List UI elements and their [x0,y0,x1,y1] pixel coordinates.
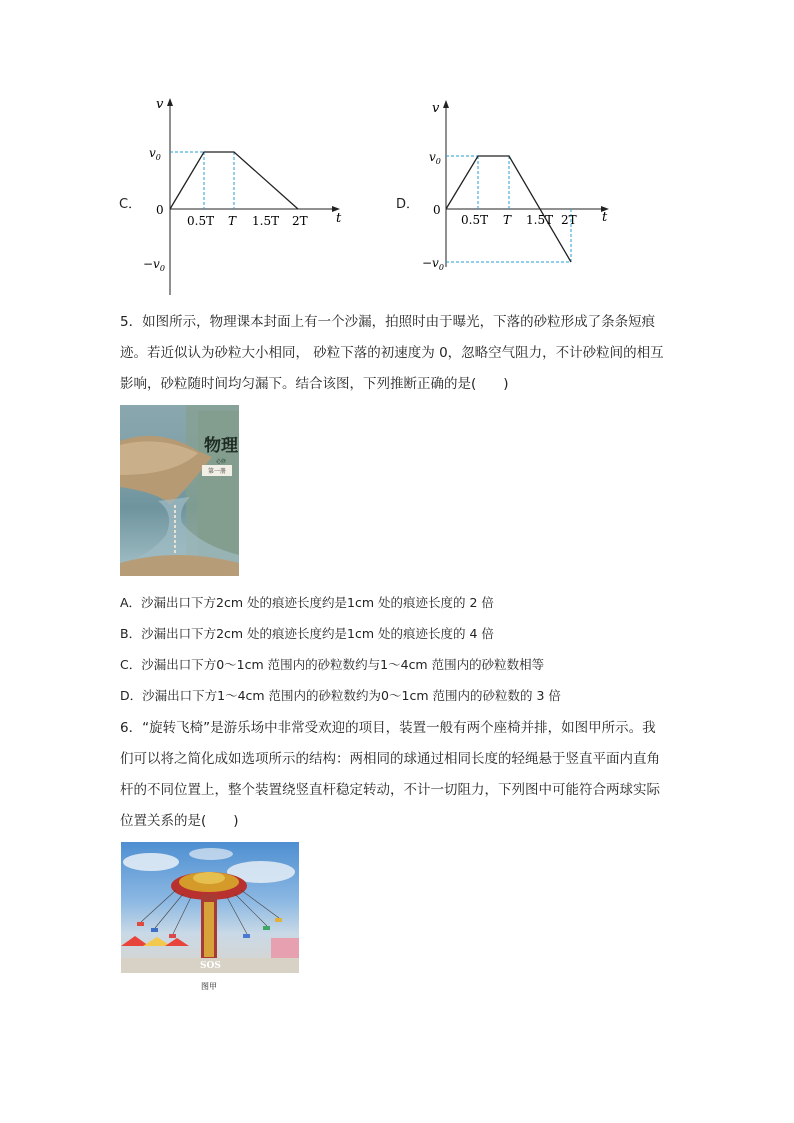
q6-stem-line4: 位置关系的是( ) [120,813,239,829]
q6-stem-line2: 们可以将之简化成如选项所示的结构：两相同的球通过相同长度的轻绳悬于竖直平面内直角 [120,751,660,767]
graph-d [416,97,626,272]
q5-stem-line1: 5．如图所示，物理课本封面上有一个沙漏，拍照时由于曝光，下落的砂粒形成了条条短痕 [120,314,656,330]
v-axis-arrow [443,100,449,108]
neg-v0-label: $-v_0$ [422,256,444,272]
book-subtitle-text: 必修 [216,459,227,465]
figure-caption: 图甲 [201,982,217,991]
q5-choice-b[interactable]: B．沙漏出口下方2cm 处的痕迹长度约是1cm 处的痕迹长度的 4 倍 [120,626,494,641]
book-volume-text: 第一册 [208,468,227,475]
hourglass-textbook-photo [120,405,239,576]
origin-label: 0 [433,203,441,217]
tick-2T: 2T [292,214,308,228]
q5-choice-a[interactable]: A．沙漏出口下方2cm 处的痕迹长度约是1cm 处的痕迹长度的 2 倍 [120,595,494,610]
tick-T: T [228,214,237,228]
q6-stem-line3: 杆的不同位置上，整个装置绕竖直杆稳定转动，不计一切阻力，下列图中可能符合两球实际 [120,782,660,798]
tick-0.5T: 0.5T [461,213,489,227]
option-d-label: D． [396,197,420,212]
tick-1.5T: 1.5T [252,214,280,228]
q5-stem-line3: 影响，砂粒随时间均匀漏下。结合该图，下列推断正确的是( ) [120,376,509,392]
v0-label: $v_0$ [429,150,441,166]
book-title-text: 物理 [204,436,238,456]
v0-label: $v_0$ [149,146,161,162]
q5-choice-c[interactable]: C．沙漏出口下方0～1cm 范围内的砂粒数约与1～4cm 范围内的砂粒数相等 [120,657,545,672]
t-axis-label: t [336,211,342,226]
sign-text: SOS [200,961,221,971]
tick-0.5T: 0.5T [187,214,215,228]
q6-stem-line1: 6．“旋转飞椅”是游乐场中非常受欢迎的项目，装置一般有两个座椅并排，如图甲所示。我 [120,720,656,736]
v-axis-arrow [167,98,173,106]
tick-T: T [503,213,512,227]
tick-1.5T: 1.5T [526,213,554,227]
neg-v0-label: $-v_0$ [143,257,165,273]
swing-ride-photo [121,842,299,973]
origin-label: 0 [156,203,164,217]
t-axis-label: t [602,210,608,225]
q5-stem-line2: 迹。若近似认为砂粒大小相同， 砂粒下落的初速度为 0，忽略空气阻力，不计砂粒间的相互 [120,345,664,361]
option-c-label: C． [119,197,142,212]
graph-c [140,95,355,300]
vt-curve-c [170,152,298,209]
v-axis-label: v [432,101,440,116]
tick-2T: 2T [561,213,577,227]
q5-choice-d[interactable]: D．沙漏出口下方1～4cm 范围内的砂粒数约为0～1cm 范围内的砂粒数的 3 倍 [120,688,561,703]
v-axis-label: v [156,97,164,112]
